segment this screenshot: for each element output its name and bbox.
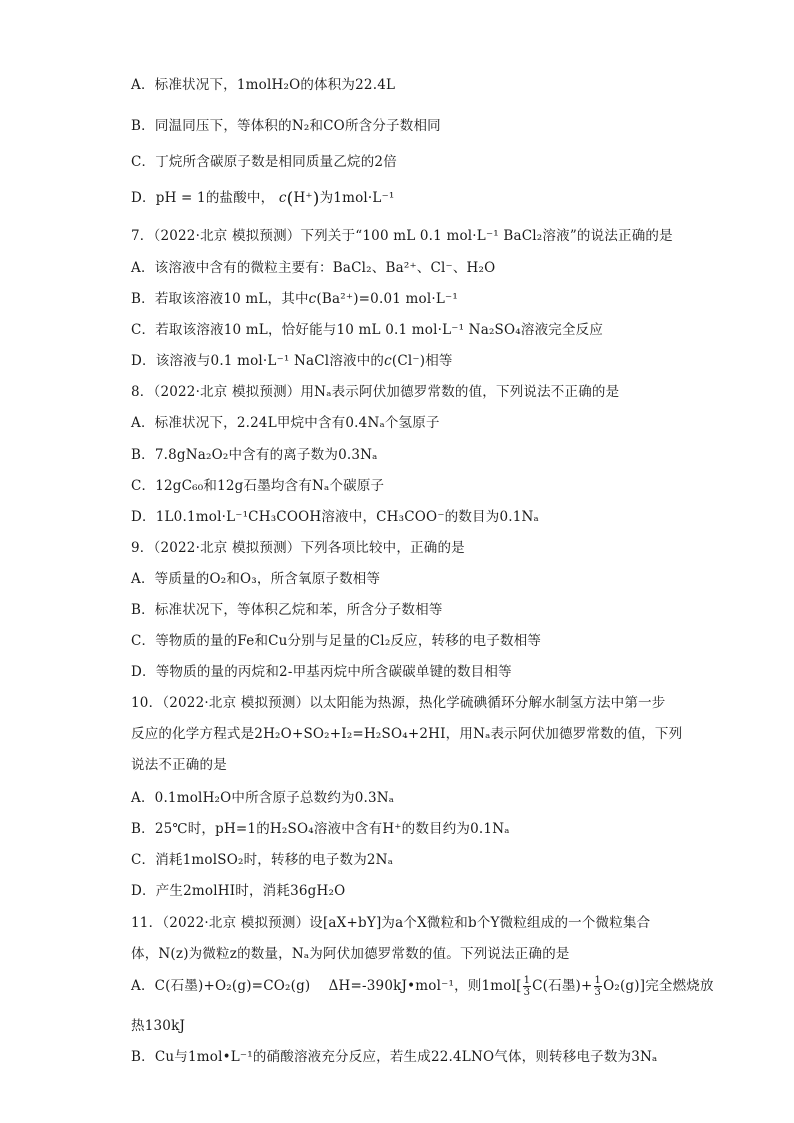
fraction-numerator: 1 (594, 975, 602, 986)
option-b-line: B．同温同压下，等体积的N₂和CO所含分子数相同 (131, 118, 441, 134)
question-10-stem-2: 反应的化学方程式是2H₂O+SO₂+I₂=H₂SO₄+2HI，用Nₐ表示阿伏加德罗常数的值，下列 (131, 726, 683, 742)
q7-option-b (131, 287, 458, 307)
left-paren: ( (286, 189, 294, 209)
q11-a-mid: C(石墨)+ (532, 978, 593, 994)
q11-a-tail: O₂(g)]完全燃烧放 (603, 978, 714, 994)
q11-option-a (131, 974, 714, 998)
option-c-line: C．丁烷所含碳原子数是相同质量乙烷的2倍 (131, 154, 397, 170)
q9-option-d: D．等物质的量的丙烷和2-甲基丙烷中所含碳碳单键的数目相等 (131, 664, 512, 680)
question-9-stem: 9．（2022·北京 模拟预测）下列各项比较中，正确的是 (131, 540, 465, 556)
q7-option-a: A．该溶液中含有的微粒主要有：BaCl₂、Ba²⁺、Cl⁻、H₂O (131, 260, 496, 276)
question-8-stem: 8．（2022·北京 模拟预测）用Nₐ表示阿伏加德罗常数的值，下列说法不正确的是 (131, 384, 620, 400)
concentration-symbol: c (278, 190, 287, 206)
q10-option-a: A．0.1molH₂O中所含原子总数约为0.3Nₐ (131, 790, 395, 806)
fraction-denominator: 3 (523, 987, 531, 998)
fraction-one-third (523, 975, 532, 998)
q7-option-d (131, 349, 453, 369)
q10-option-d: D．产生2molHI时，消耗36gH₂O (131, 883, 346, 899)
concentration-symbol: c (384, 353, 392, 369)
q11-option-b: B．Cu与1mol•L⁻¹的硝酸溶液充分反应，若生成22.4LNO气体，则转移电子数为3Nₐ (131, 1049, 658, 1065)
question-11-stem-2: 体，N(z)为微粒z的数量，Nₐ为阿伏加德罗常数的值。下列说法正确的是 (131, 946, 570, 962)
q9-option-a: A．等质量的O₂和O₃，所含氧原子数相等 (131, 571, 381, 587)
q10-option-c: C．消耗1molSO₂时，转移的电子数为2Nₐ (131, 852, 394, 868)
hydrogen-ion: H⁺ (293, 190, 313, 206)
q11-a-text: A．C(石墨)+O₂(g)=CO₂(g) ΔH=-390kJ•mol⁻¹，则1mol[ (131, 978, 522, 994)
q10-option-b: B．25℃时，pH=1的H₂SO₄溶液中含有H⁺的数目约为0.1Nₐ (131, 821, 510, 837)
question-10-stem-1: 10．（2022·北京 模拟预测）以太阳能为热源，热化学硫碘循环分解水制氢方法中第一步 (131, 695, 666, 711)
q8-option-c: C．12gC₆₀和12g石墨均含有Nₐ个碳原子 (131, 478, 385, 494)
q7-b-tail: (Ba²⁺)=0.01 mol·L⁻¹ (316, 291, 458, 307)
concentration-symbol: c (308, 291, 317, 307)
q11-option-a-cont: 热130kJ (131, 1018, 186, 1034)
option-d-tail: 为1mol·L⁻¹ (319, 190, 395, 206)
q7-option-c: C．若取该溶液10 mL，恰好能与10 mL 0.1 mol·L⁻¹ Na₂SO₄溶液完全反应 (131, 322, 604, 338)
question-11-stem-1: 11．（2022·北京 模拟预测）设[aX+bY]为a个X微粒和b个Y微粒组成的一个微粒集合 (131, 915, 651, 931)
q9-option-c: C．等物质的量的Fe和Cu分别与足量的Cl₂反应，转移的电子数相等 (131, 633, 542, 649)
right-paren: ) (312, 189, 320, 209)
q8-option-a: A．标准状况下，2.24L甲烷中含有0.4Nₐ个氢原子 (131, 415, 440, 431)
option-d-line (131, 186, 395, 209)
q7-b-text: B．若取该溶液10 mL，其中 (131, 291, 309, 307)
option-a-line: A．标准状况下，1molH₂O的体积为22.4L (131, 77, 396, 93)
fraction-one-third (594, 975, 603, 998)
question-10-stem-3: 说法不正确的是 (131, 757, 227, 773)
question-7-stem: 7．（2022·北京 模拟预测）下列关于“100 mL 0.1 mol·L⁻¹ BaCl₂溶液”的说法正确的是 (131, 228, 673, 244)
q8-option-d: D．1L0.1mol·L⁻¹CH₃COOH溶液中，CH₃COO⁻的数目为0.1Nₐ (131, 509, 539, 525)
q7-d-text: D．该溶液与0.1 mol·L⁻¹ NaCl溶液中的 (131, 353, 385, 369)
q9-option-b: B．标准状况下，等体积乙烷和苯，所含分子数相等 (131, 602, 443, 618)
q7-d-tail: (Cl⁻)相等 (391, 353, 453, 369)
option-d-text: D．pH = 1的盐酸中， (131, 190, 275, 206)
fraction-numerator: 1 (523, 975, 531, 986)
q8-option-b: B．7.8gNa₂O₂中含有的离子数为0.3Nₐ (131, 447, 378, 463)
fraction-denominator: 3 (594, 987, 602, 998)
